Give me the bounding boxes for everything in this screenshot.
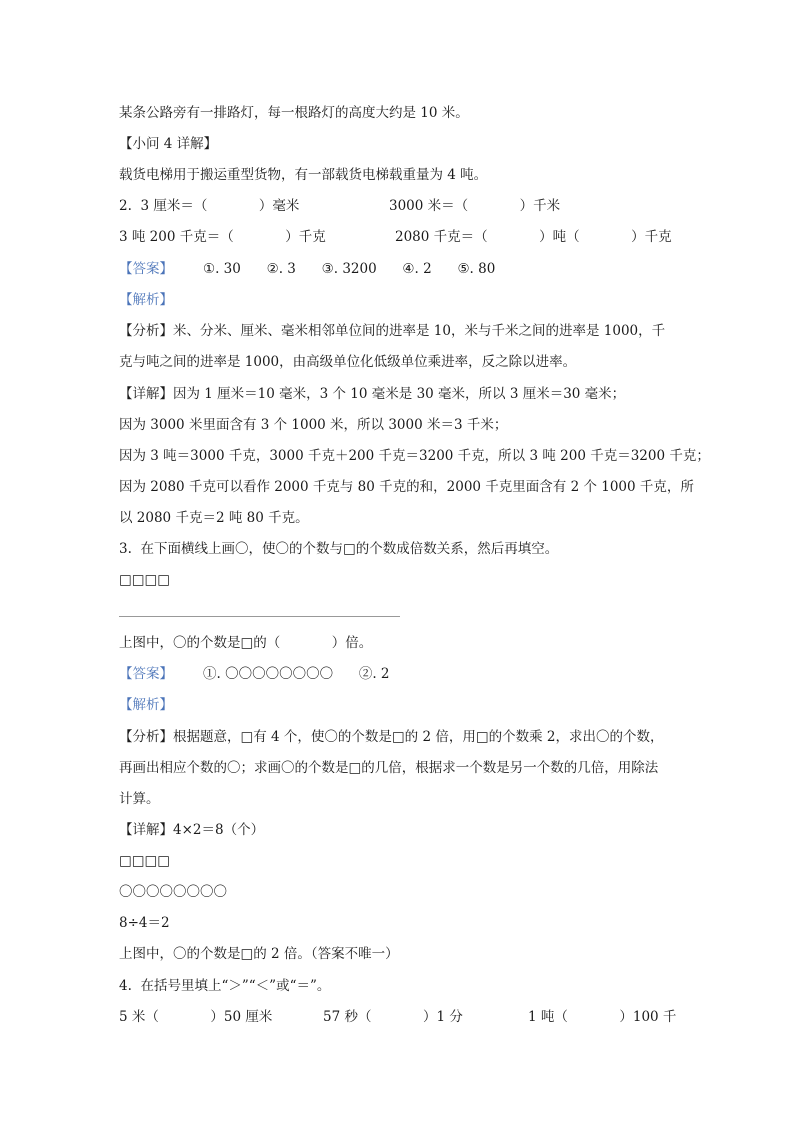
detail-line: 8÷4＝2 <box>119 915 170 931</box>
question-4-part-c: 1 吨（ ）100 千 <box>528 1009 677 1025</box>
detail-squares: □□□□ <box>119 853 171 869</box>
detail-line: 上图中，〇的个数是□的 2 倍。（答案不唯一） <box>119 946 399 962</box>
analysis-label: 【解析】 <box>119 292 173 308</box>
detail-line: 【详解】4×2＝8（个） <box>119 822 265 838</box>
question-3-squares: □□□□ <box>119 572 171 588</box>
detail-line: 【详解】因为 1 厘米＝10 毫米，3 个 10 毫米是 30 毫米，所以 3 厘米＝30 毫米； <box>119 386 626 402</box>
analysis-line: 计算。 <box>119 791 160 807</box>
analysis-line: 克与吨之间的进率是 1000，由高级单位化低级单位乘进率，反之除以进率。 <box>119 354 577 370</box>
answer-text: ①. 〇〇〇〇〇〇〇〇 ②. 2 <box>203 666 390 682</box>
analysis-line: 再画出相应个数的〇；求画〇的个数是□的几倍，根据求一个数是另一个数的几倍，用除法 <box>119 760 659 776</box>
question-3: 3. 在下面横线上画〇，使〇的个数与□的个数成倍数关系，然后再填空。 <box>119 541 559 557</box>
question-4-part-a: 5 米（ ）50 厘米 <box>119 1009 273 1025</box>
answer-label: 【答案】 <box>119 261 173 277</box>
detail-line: 因为 3000 米里面含有 3 个 1000 米，所以 3000 米＝3 千米； <box>119 417 508 433</box>
detail-line: 因为 2080 千克可以看作 2000 千克与 80 千克的和，2000 千克里面含有 2 个 1000 千克，所 <box>119 479 694 495</box>
question-4: 4. 在括号里填上“＞”“＜”或“＝”。 <box>119 978 331 994</box>
question-2-part-c: 3 吨 200 千克＝（ ）千克 <box>119 229 326 245</box>
detail-line: 因为 3 吨＝3000 千克，3000 千克＋200 千克＝3200 千克，所以 3 吨 200 千克＝3200 千克； <box>119 448 710 464</box>
answer-label: 【答案】 <box>119 666 173 682</box>
answer-text: ①. 30 ②. 3 ③. 3200 ④. 2 ⑤. 80 <box>203 261 496 277</box>
question-2-part-b: 3000 米＝（ ）千米 <box>389 198 561 214</box>
text-line: 某条公路旁有一排路灯，每一根路灯的高度大约是 10 米。 <box>119 105 469 121</box>
question-2-part-a: 2. 3 厘米＝（ ）毫米 <box>119 198 300 214</box>
analysis-line: 【分析】根据题意，□有 4 个，使〇的个数是□的 2 倍，用□的个数乘 2，求出〇的个数， <box>119 729 664 745</box>
analysis-line: 【分析】米、分米、厘米、毫米相邻单位间的进率是 10，米与千米之间的进率是 1000，千 <box>119 323 666 339</box>
text-line: 载货电梯用于搬运重型货物，有一部载货电梯载重量为 4 吨。 <box>119 167 488 183</box>
section-heading: 【小问 4 详解】 <box>119 136 218 152</box>
question-3-fill: 上图中，〇的个数是□的（ ）倍。 <box>119 635 373 651</box>
detail-circles: 〇〇〇〇〇〇〇〇 <box>119 884 227 900</box>
answer-underline <box>119 616 400 617</box>
detail-line: 以 2080 千克＝2 吨 80 千克。 <box>119 510 309 526</box>
analysis-label: 【解析】 <box>119 697 173 713</box>
question-4-part-b: 57 秒（ ）1 分 <box>323 1009 463 1025</box>
question-2-part-d: 2080 千克＝（ ）吨（ ）千克 <box>395 229 672 245</box>
